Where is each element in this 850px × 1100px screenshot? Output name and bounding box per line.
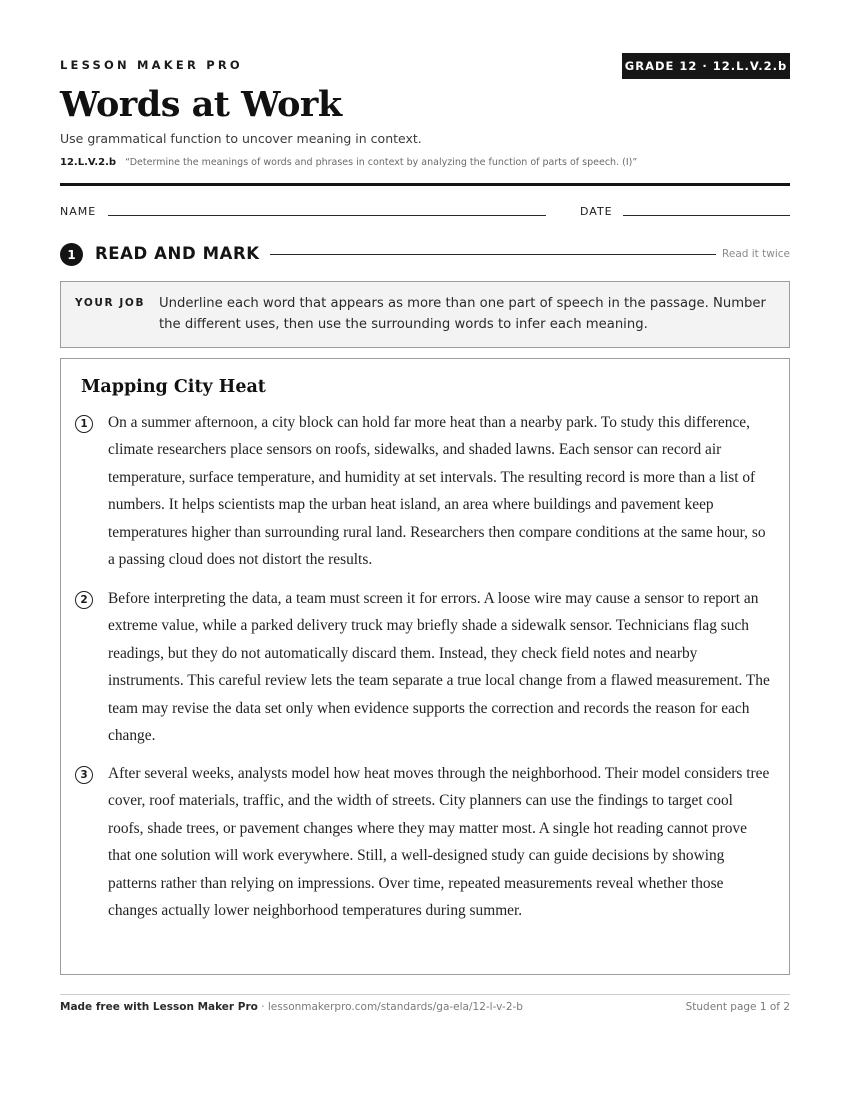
page-title: Words at Work <box>60 84 342 125</box>
footer-url[interactable]: lessonmakerpro.com/standards/ga-ela/12-l-v-2-b <box>267 1001 523 1013</box>
section-number-badge: 1 <box>60 243 83 266</box>
footer-credit <box>60 1001 523 1013</box>
brand-name: LESSON MAKER PRO <box>60 58 243 72</box>
paragraph-number: 2 <box>75 591 93 609</box>
footer-page-number: Student page 1 of 2 <box>685 1001 790 1013</box>
section-hint: Read it twice <box>722 248 790 260</box>
passage-title: Mapping City Heat <box>81 377 266 397</box>
reading-passage <box>60 358 790 975</box>
footer-separator: · <box>257 1001 268 1013</box>
name-label: NAME <box>60 205 97 218</box>
paragraph-number: 3 <box>75 766 93 784</box>
instructions-label: YOUR JOB <box>75 297 146 309</box>
paragraph-text: After several weeks, analysts model how heat moves through the neighborhood. Their model considers tree cover, roof materials, traffic, and the width of streets. City planners can use the findings to target cool roofs, shade trees, or pavement changes where they may matter most. A single hot reading cannot prove that one solution will work everywhere. Still, a well-designed study can guide decisions by showing patterns rather than relying on impressions. Over time, repeated measurements reveal whether those changes actually lower neighborhood temperatures during summer. <box>108 765 770 920</box>
standard-code: 12.L.V.2.b <box>60 157 117 168</box>
instructions-text: Underline each word that appears as more than one part of speech in the passage. Number the different uses, then use the surrounding words to infer each meaning. <box>159 296 766 332</box>
paragraph-number: 1 <box>75 415 93 433</box>
section-title: READ AND MARK <box>95 244 260 263</box>
page-subtitle: Use grammatical function to uncover meaning in context. <box>60 131 422 146</box>
date-label: DATE <box>580 205 613 218</box>
grade-badge: GRADE 12 · 12.L.V.2.b <box>622 53 790 79</box>
footer-divider <box>60 994 790 995</box>
instructions-box <box>60 281 790 348</box>
name-field[interactable] <box>108 215 546 216</box>
date-field[interactable] <box>623 215 790 216</box>
standard-line <box>60 157 637 168</box>
header-divider <box>60 183 790 186</box>
standard-text: “Determine the meanings of words and phrases in context by analyzing the function of parts of speech. (I)” <box>125 157 638 168</box>
paragraph-text: Before interpreting the data, a team must screen it for errors. A loose wire may cause a sensor to report an extreme value, while a parked delivery truck may briefly shade a sidewalk sensor. Technicians flag such readings, but they do not automatically discard them. Instead, they check field notes and nearby instruments. This careful review lets the team separate a true local change from a flawed measurement. The team may revise the data set only when evidence supports the correction and records the reason for each change. <box>108 590 770 745</box>
footer-made-with: Made free with Lesson Maker Pro <box>60 1001 258 1013</box>
section-divider <box>270 254 716 255</box>
paragraph-text: On a summer afternoon, a city block can hold far more heat than a nearby park. To study this difference, climate researchers place sensors on roofs, sidewalks, and shaded lawns. Each sensor can record air temperature, surface temperature, and humidity at set intervals. The resulting record is more than a list of numbers. It helps scientists map the urban heat island, an area where buildings and pavement keep temperatures higher than surrounding rural land. Researchers then compare conditions at the same hour, so a passing cloud does not distort the results. <box>108 414 766 569</box>
